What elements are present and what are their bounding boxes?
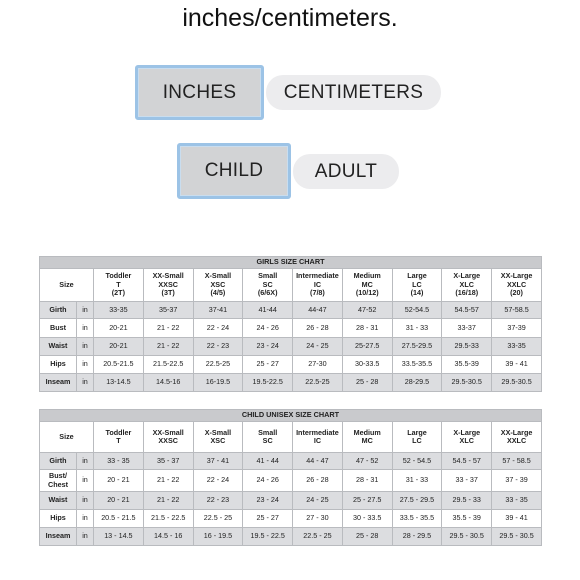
size-value-cell: 28 - 29.5 [392, 528, 442, 546]
size-value-cell: 21 - 22 [143, 470, 193, 492]
measurement-label [40, 319, 77, 338]
size-column-header [342, 422, 392, 453]
measurement-label [40, 510, 77, 528]
measurement-label [40, 453, 77, 470]
size-value-cell: 57-58.5 [492, 302, 542, 319]
table-row [40, 453, 542, 470]
column-header-line: SC [262, 436, 273, 445]
size-value-cell: 23 - 24 [243, 492, 293, 510]
column-header-line: Medium [353, 271, 381, 281]
size-value-cell: 13-14.5 [94, 374, 144, 392]
size-value-cell: 29.5-30.5 [442, 374, 492, 392]
measurement-label [40, 302, 77, 319]
size-column-header [143, 269, 193, 302]
column-header-line: Toddler [105, 271, 132, 281]
size-column-header [293, 422, 343, 453]
measurement-label-line: Inseam [45, 377, 71, 387]
size-value-cell: 35 - 37 [143, 453, 193, 470]
column-header-line: XX-Small [152, 427, 184, 437]
size-value-cell: 29.5 - 30.5 [492, 528, 542, 546]
size-value-cell: 33.5 - 35.5 [392, 510, 442, 528]
column-header-line: Toddler [105, 427, 132, 437]
size-value-cell: 54.5 - 57 [442, 453, 492, 470]
size-value-cell: 41 - 44 [243, 453, 293, 470]
column-header-line: MC [361, 436, 373, 445]
column-header-line: XX-Large [500, 271, 533, 281]
size-value-cell: 29.5-30.5 [492, 374, 542, 392]
column-header-line: XXLC [506, 279, 527, 289]
size-column-header [94, 269, 144, 302]
column-header-line: T [116, 279, 121, 289]
size-value-cell: 13 - 14.5 [94, 528, 144, 546]
unit-cell: in [77, 510, 94, 528]
size-value-cell: 33 - 35 [492, 492, 542, 510]
column-header-line: (6/6X) [257, 288, 278, 298]
unit-cell: in [77, 302, 94, 319]
unit-cell: in [77, 338, 94, 356]
size-value-cell: 20 - 21 [94, 470, 144, 492]
size-value-cell: 19.5-22.5 [243, 374, 293, 392]
centimeters-button[interactable] [266, 75, 441, 110]
size-value-cell: 22.5-25 [193, 356, 243, 374]
size-value-cell: 16-19.5 [193, 374, 243, 392]
size-value-cell: 27 - 30 [293, 510, 343, 528]
size-value-cell: 21.5 - 22.5 [143, 510, 193, 528]
column-header-line: (10/12) [355, 288, 379, 298]
size-value-cell: 26 - 28 [293, 319, 343, 338]
size-value-cell: 27.5 - 29.5 [392, 492, 442, 510]
size-value-cell: 25 - 28 [342, 374, 392, 392]
unit-cell: in [77, 492, 94, 510]
column-header-line: Large [407, 427, 427, 437]
unit-cell: in [77, 528, 94, 546]
measurement-label-line: Girth [49, 304, 67, 314]
column-header-line: (20) [510, 288, 523, 298]
column-header-line: X-Large [453, 271, 481, 281]
column-header-line: XXSC [158, 436, 178, 445]
size-value-cell: 21.5-22.5 [143, 356, 193, 374]
size-value-cell: 37-39 [492, 319, 542, 338]
measurement-label-line: Waist [48, 341, 68, 351]
column-header-line: IC [313, 279, 322, 289]
size-value-cell: 54.5-57 [442, 302, 492, 319]
column-header-line: MC [361, 279, 373, 289]
size-column-header [492, 422, 542, 453]
measurement-label-line: Hips [50, 359, 66, 369]
column-header-line: XX-Small [152, 271, 184, 281]
size-value-cell: 24 - 25 [293, 338, 343, 356]
child-button-label: CHILD [204, 160, 264, 181]
measurement-label-line: Chest [48, 479, 68, 489]
size-value-cell: 35-37 [143, 302, 193, 319]
chart-title: CHILD UNISEX SIZE CHART [40, 410, 542, 422]
column-header-line: IC [313, 436, 322, 445]
table-row [40, 470, 542, 492]
size-value-cell: 16 - 19.5 [193, 528, 243, 546]
size-value-cell: 22 - 24 [193, 319, 243, 338]
size-value-cell: 29.5 - 33 [442, 492, 492, 510]
column-header-line: Large [407, 271, 427, 281]
size-value-cell: 27.5-29.5 [392, 338, 442, 356]
table-row [40, 319, 542, 338]
size-value-cell: 21 - 22 [143, 338, 193, 356]
size-value-cell: 20 - 21 [94, 492, 144, 510]
size-header: Size [40, 422, 94, 453]
table-row [40, 356, 542, 374]
inches-button-label: INCHES [162, 81, 237, 103]
table-row [40, 528, 542, 546]
size-value-cell: 25-27.5 [342, 338, 392, 356]
size-value-cell: 21 - 22 [143, 319, 193, 338]
child-button[interactable] [177, 143, 291, 199]
size-value-cell: 31 - 33 [392, 470, 442, 492]
size-value-cell: 20-21 [94, 319, 144, 338]
size-value-cell: 29.5-33 [442, 338, 492, 356]
column-header-line: LC [412, 279, 422, 289]
size-value-cell: 41-44 [243, 302, 293, 319]
size-value-cell: 25 - 27 [243, 356, 293, 374]
measurement-label [40, 338, 77, 356]
size-value-cell: 33-35 [94, 302, 144, 319]
size-value-cell: 22 - 24 [193, 470, 243, 492]
column-header-line: (16/18) [455, 288, 479, 298]
inches-button[interactable] [135, 65, 264, 120]
column-header-line: XXLC [506, 436, 527, 445]
size-value-cell: 14.5 - 16 [143, 528, 193, 546]
size-value-cell: 20-21 [94, 338, 144, 356]
size-value-cell: 37 - 39 [492, 470, 542, 492]
child-unisex-size-chart [39, 409, 542, 546]
column-header-line: Intermediate [296, 271, 339, 281]
size-value-cell: 27-30 [293, 356, 343, 374]
size-value-cell: 21 - 22 [143, 492, 193, 510]
chart-title: GIRLS SIZE CHART [40, 257, 542, 269]
size-column-header [243, 269, 293, 302]
size-value-cell: 24 - 26 [243, 319, 293, 338]
size-value-cell: 37-41 [193, 302, 243, 319]
size-value-cell: 57 - 58.5 [492, 453, 542, 470]
size-value-cell: 25 - 27 [243, 510, 293, 528]
size-column-header [442, 269, 492, 302]
size-value-cell: 33 - 35 [94, 453, 144, 470]
size-column-header [342, 269, 392, 302]
column-header-line: SC [262, 279, 273, 289]
column-header-line: XLC [459, 436, 474, 445]
size-value-cell: 35.5 - 39 [442, 510, 492, 528]
size-value-cell: 20.5-21.5 [94, 356, 144, 374]
size-value-cell: 25 - 27.5 [342, 492, 392, 510]
size-value-cell: 30-33.5 [342, 356, 392, 374]
unit-cell: in [77, 374, 94, 392]
unit-cell: in [77, 453, 94, 470]
size-value-cell: 31 - 33 [392, 319, 442, 338]
column-header-line: XSC [210, 436, 226, 445]
measurement-label-line: Hips [50, 513, 66, 523]
size-value-cell: 39 - 41 [492, 356, 542, 374]
size-value-cell: 44-47 [293, 302, 343, 319]
size-value-cell: 22 - 23 [193, 492, 243, 510]
measurement-label-line: Girth [49, 455, 67, 465]
measurement-label-line: Bust [50, 322, 66, 332]
measurement-label [40, 492, 77, 510]
column-header-line: (3T) [161, 288, 175, 298]
size-value-cell: 22.5 - 25 [193, 510, 243, 528]
column-header-line: Intermediate [296, 427, 339, 437]
measurement-label-line: Waist [48, 495, 68, 505]
size-value-cell: 52 - 54.5 [392, 453, 442, 470]
size-value-cell: 22 - 23 [193, 338, 243, 356]
measurement-label [40, 374, 77, 392]
measurement-label [40, 356, 77, 374]
column-header-line: Small [258, 427, 278, 437]
size-value-cell: 24 - 25 [293, 492, 343, 510]
size-value-cell: 47-52 [342, 302, 392, 319]
table-row [40, 302, 542, 319]
size-value-cell: 29.5 - 30.5 [442, 528, 492, 546]
table-row [40, 492, 542, 510]
size-value-cell: 33-35 [492, 338, 542, 356]
measurement-label [40, 470, 77, 492]
unit-cell: in [77, 319, 94, 338]
column-header-line: XXSC [158, 279, 178, 289]
size-column-header [193, 422, 243, 453]
size-value-cell: 25 - 28 [342, 528, 392, 546]
size-value-cell: 52-54.5 [392, 302, 442, 319]
size-column-header [392, 422, 442, 453]
column-header-line: Small [258, 271, 278, 281]
size-value-cell: 22.5 - 25 [293, 528, 343, 546]
table-row [40, 374, 542, 392]
size-value-cell: 28 - 31 [342, 319, 392, 338]
centimeters-button-label: CENTIMETERS [283, 81, 424, 103]
size-column-header [193, 269, 243, 302]
measurement-label-line: Bust/ [49, 471, 67, 480]
size-value-cell: 47 - 52 [342, 453, 392, 470]
size-column-header [243, 422, 293, 453]
column-header-line: XSC [210, 279, 226, 289]
size-value-cell: 28-29.5 [392, 374, 442, 392]
unit-cell: in [77, 356, 94, 374]
column-header-line: (2T) [111, 288, 125, 298]
size-value-cell: 26 - 28 [293, 470, 343, 492]
size-value-cell: 33 - 37 [442, 470, 492, 492]
size-value-cell: 37 - 41 [193, 453, 243, 470]
size-value-cell: 35.5-39 [442, 356, 492, 374]
size-column-header [143, 422, 193, 453]
size-value-cell: 39 - 41 [492, 510, 542, 528]
size-value-cell: 33.5-35.5 [392, 356, 442, 374]
column-header-line: (4/5) [210, 288, 226, 298]
column-header-line: XX-Large [500, 427, 533, 437]
size-value-cell: 24 - 26 [243, 470, 293, 492]
size-value-cell: 30 - 33.5 [342, 510, 392, 528]
column-header-line: Medium [353, 427, 381, 437]
unit-cell: in [77, 470, 94, 492]
size-value-cell: 23 - 24 [243, 338, 293, 356]
size-column-header [293, 269, 343, 302]
column-header-line: X-Small [204, 271, 232, 281]
size-value-cell: 14.5-16 [143, 374, 193, 392]
table-row [40, 510, 542, 528]
size-column-header [392, 269, 442, 302]
size-value-cell: 44 - 47 [293, 453, 343, 470]
headline-text: inches/centimeters. [182, 4, 398, 32]
column-header-line: X-Large [453, 427, 481, 437]
column-header-line: (14) [410, 288, 424, 298]
size-column-header [492, 269, 542, 302]
size-value-cell: 22.5-25 [293, 374, 343, 392]
column-header-line: (7/8) [310, 288, 325, 298]
size-header: Size [40, 269, 94, 302]
table-row [40, 338, 542, 356]
column-header-line: LC [412, 436, 422, 445]
measurement-label [40, 528, 77, 546]
column-header-line: XLC [459, 279, 474, 289]
column-header-line: T [116, 436, 121, 445]
size-column-header [94, 422, 144, 453]
size-value-cell: 20.5 - 21.5 [94, 510, 144, 528]
column-header-line: X-Small [204, 427, 232, 437]
girls-size-chart [39, 256, 542, 392]
adult-button-label: ADULT [314, 160, 378, 182]
size-value-cell: 33-37 [442, 319, 492, 338]
size-value-cell: 19.5 - 22.5 [243, 528, 293, 546]
size-value-cell: 28 - 31 [342, 470, 392, 492]
size-column-header [442, 422, 492, 453]
adult-button[interactable] [293, 154, 399, 189]
measurement-label-line: Inseam [45, 531, 71, 541]
